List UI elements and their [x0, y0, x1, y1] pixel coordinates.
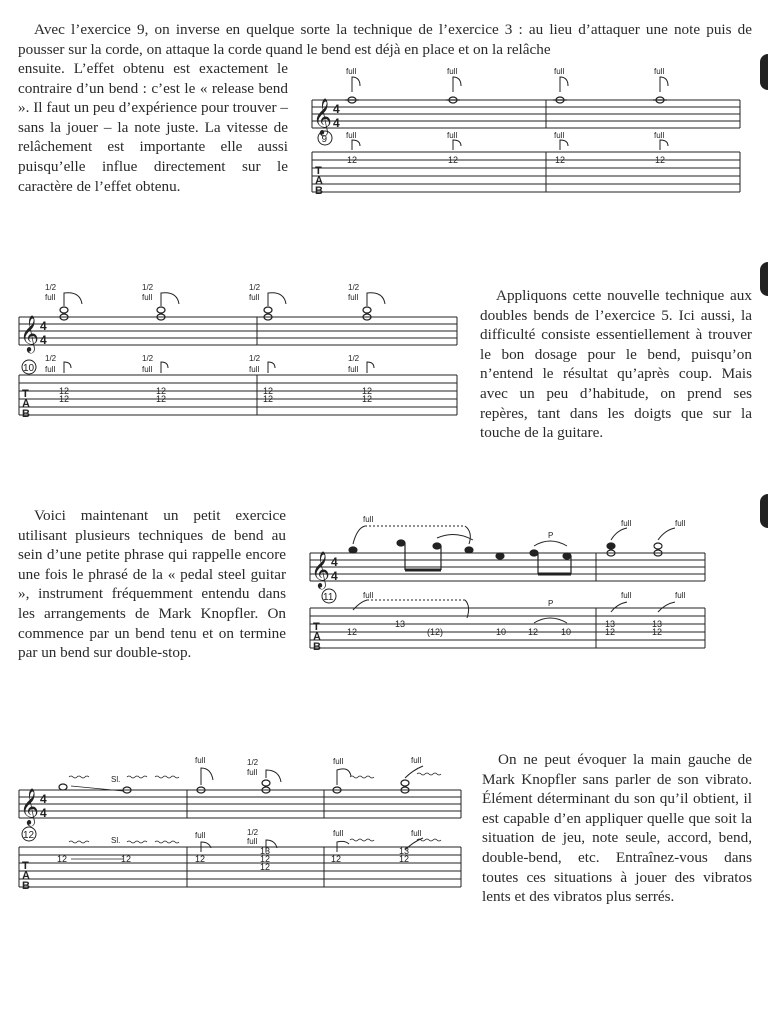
example-10-notation: [15, 280, 463, 435]
svg-text:A: A: [22, 870, 30, 882]
svg-text:13: 13: [605, 619, 616, 629]
ex10-staff: [19, 317, 457, 415]
svg-text:full: full: [675, 519, 686, 528]
svg-text:full: full: [142, 293, 153, 302]
svg-text:full: full: [249, 293, 260, 302]
ex10-bend-arrows: [64, 293, 385, 373]
svg-text:Sl.: Sl.: [111, 836, 121, 845]
svg-text:full: full: [142, 365, 153, 374]
svg-text:12: 12: [121, 854, 132, 864]
svg-text:A: A: [22, 398, 30, 410]
intro-paragraph-rest: ensuite. L’effet obtenu est exactement le contraire d’un bend : c’est le « release bend ». Il faut un peu d’expérience pour trouver – sans la jouer – la note juste. La vitesse de relâchement est importante elle aussi puisqu’elle influe directement sur le caractère de l’effet obtenu.: [18, 60, 288, 195]
ex11-labels: [363, 515, 685, 608]
page-edge-tab: [760, 54, 768, 90]
example-9-notation: [300, 60, 748, 218]
svg-text:12: 12: [652, 627, 663, 637]
svg-text:13: 13: [395, 619, 406, 629]
svg-text:1/2: 1/2: [249, 283, 261, 292]
svg-text:Sl.: Sl.: [111, 775, 121, 784]
ex10-tab-frets: [59, 386, 372, 404]
svg-text:1/2: 1/2: [348, 283, 360, 292]
ex11-treble-clef: 𝄞: [311, 551, 330, 587]
svg-text:12: 12: [260, 854, 271, 864]
svg-text:12: 12: [655, 155, 666, 165]
svg-text:12: 12: [156, 394, 167, 404]
svg-text:13: 13: [260, 846, 271, 856]
ex11-time-top: 4: [331, 555, 338, 569]
svg-text:B: B: [315, 185, 323, 197]
example-9: [300, 60, 748, 218]
ex9-bend-labels: [346, 67, 664, 140]
svg-text:full: full: [363, 515, 374, 524]
svg-text:full: full: [247, 837, 258, 846]
svg-text:12: 12: [448, 155, 459, 165]
svg-text:12: 12: [347, 627, 358, 637]
svg-text:full: full: [447, 67, 458, 76]
svg-text:full: full: [554, 131, 565, 140]
ex9-treble-clef: 𝄞: [313, 98, 332, 134]
svg-text:12: 12: [362, 386, 373, 396]
svg-text:12: 12: [195, 854, 206, 864]
svg-text:1/2: 1/2: [45, 354, 57, 363]
ex10-number: 10: [23, 363, 35, 374]
svg-text:full: full: [363, 591, 374, 600]
example-11-notation: [305, 508, 745, 663]
svg-text:T: T: [22, 388, 29, 400]
example-12: [15, 752, 465, 912]
ex11-number: 11: [323, 592, 334, 603]
ex12-number: 12: [23, 830, 35, 841]
svg-text:T: T: [315, 165, 322, 177]
svg-text:12: 12: [156, 386, 167, 396]
svg-text:13: 13: [652, 619, 663, 629]
svg-text:full: full: [346, 67, 357, 76]
svg-text:12: 12: [57, 854, 68, 864]
ex12-bend-arrows: [201, 766, 423, 852]
svg-text:B: B: [313, 641, 321, 653]
svg-text:B: B: [22, 880, 30, 892]
example-12-notation: [15, 752, 465, 912]
ex11-tab-letters: [313, 621, 321, 653]
svg-text:full: full: [346, 131, 357, 140]
svg-text:12: 12: [59, 386, 70, 396]
ex10-time-top: 4: [40, 319, 47, 333]
svg-text:12: 12: [263, 386, 274, 396]
ex10-notes: [60, 307, 371, 320]
ex11-staff: [310, 553, 705, 648]
svg-text:1/2: 1/2: [247, 828, 259, 837]
svg-text:A: A: [315, 175, 323, 187]
svg-text:full: full: [411, 756, 422, 765]
svg-text:12: 12: [59, 394, 70, 404]
ex12-tab-letters: [22, 860, 30, 892]
svg-text:full: full: [247, 768, 258, 777]
svg-text:12: 12: [528, 627, 539, 637]
svg-text:full: full: [333, 829, 344, 838]
svg-text:full: full: [348, 365, 359, 374]
ex9-number: 9: [321, 134, 328, 145]
svg-text:full: full: [654, 131, 665, 140]
svg-text:full: full: [411, 829, 422, 838]
svg-text:P: P: [548, 531, 554, 540]
svg-text:full: full: [333, 757, 344, 766]
ex12-labels: [111, 756, 421, 846]
svg-text:A: A: [313, 631, 321, 643]
svg-text:10: 10: [561, 627, 572, 637]
ex11-tab-frets: [347, 619, 662, 637]
svg-text:full: full: [45, 293, 56, 302]
svg-text:full: full: [675, 591, 686, 600]
svg-text:P: P: [548, 599, 554, 608]
svg-text:12: 12: [331, 854, 342, 864]
svg-text:T: T: [22, 860, 29, 872]
svg-text:1/2: 1/2: [348, 354, 360, 363]
svg-text:full: full: [621, 519, 632, 528]
ex12-vibrato-and-slides: [69, 773, 441, 859]
svg-text:10: 10: [496, 627, 507, 637]
paragraph-ex11: Voici maintenant un petit exercice utilisant plusieurs techniques de bend au sein d’une petite phrase qui rappelle encore une fois le phrasé de la « pedal steel guitar », instrument fréquemment entendu dans les arrangements de Mark Knopfler. On commence par un bend tenu et on termine par un bend sur double-stop.: [18, 507, 286, 662]
ex11-notes: [349, 540, 662, 574]
svg-text:13: 13: [399, 846, 410, 856]
svg-text:full: full: [554, 67, 565, 76]
svg-text:full: full: [45, 365, 56, 374]
ex9-tab-letters: [315, 165, 323, 197]
svg-text:T: T: [313, 621, 320, 633]
example-11: [305, 508, 745, 663]
svg-text:12: 12: [399, 854, 410, 864]
ex12-treble-clef: 𝄞: [20, 788, 39, 824]
intro-paragraph-top: Avec l’exercice 9, on inverse en quelque sorte la technique de l’exercice 3 : au lieu d’attaquer une note puis de pousser sur la corde, on attaque la corde quand le bend est déjà en place et on la relâche: [18, 21, 752, 58]
svg-text:full: full: [447, 131, 458, 140]
svg-text:1/2: 1/2: [249, 354, 261, 363]
svg-text:(12): (12): [427, 627, 444, 637]
svg-text:full: full: [621, 591, 632, 600]
svg-text:1/2: 1/2: [142, 283, 154, 292]
svg-text:12: 12: [347, 155, 358, 165]
svg-text:12: 12: [260, 862, 271, 872]
ex9-time-top: 4: [333, 102, 340, 116]
svg-text:full: full: [654, 67, 665, 76]
ex10-time-bottom: 4: [40, 333, 47, 347]
ex9-time-bottom: 4: [333, 116, 340, 130]
page-edge-tab: [760, 494, 768, 528]
svg-text:12: 12: [555, 155, 566, 165]
svg-text:1/2: 1/2: [45, 283, 57, 292]
ex10-tab-letters: [22, 388, 30, 420]
svg-text:12: 12: [362, 394, 373, 404]
svg-text:12: 12: [605, 627, 616, 637]
svg-text:1/2: 1/2: [142, 354, 154, 363]
svg-text:full: full: [249, 365, 260, 374]
svg-text:full: full: [195, 831, 206, 840]
paragraph-ex12: On ne peut évoquer la main gauche de Mark Knopfler sans parler de son vibrato. Élément déterminant du son qu’il obtient, il est capable d’en appliquer quelle que soit la situation de jeu, note seule, accord, bend, double-bend, etc. Entraînez-vous dans toutes ces situations à jouer des vibratos lents et des vibratos plus serrés.: [482, 751, 752, 906]
svg-text:full: full: [195, 756, 206, 765]
ex12-time-bottom: 4: [40, 806, 47, 820]
svg-text:B: B: [22, 408, 30, 420]
ex10-treble-clef: 𝄞: [20, 315, 39, 351]
ex9-staff: [312, 100, 740, 192]
svg-text:full: full: [348, 293, 359, 302]
ex10-bend-labels: [45, 283, 360, 374]
paragraph-ex10: Appliquons cette nouvelle technique aux doubles bends de l’exercice 5. Ici aussi, la difficulté consiste essentiellement à trouver le bon dosage pour le bend, puisqu’on n’entend le résultat qu’après coup. Mais avec un peu d’habitude, on prend ses repères, tant dans les doigts que sur la touche de la guitare.: [480, 287, 752, 442]
svg-text:12: 12: [263, 394, 274, 404]
ex12-time-top: 4: [40, 792, 47, 806]
example-10: [15, 280, 463, 435]
svg-text:1/2: 1/2: [247, 758, 259, 767]
ex11-time-bottom: 4: [331, 569, 338, 583]
page-edge-tab: [760, 262, 768, 296]
ex12-staff: [19, 790, 461, 887]
